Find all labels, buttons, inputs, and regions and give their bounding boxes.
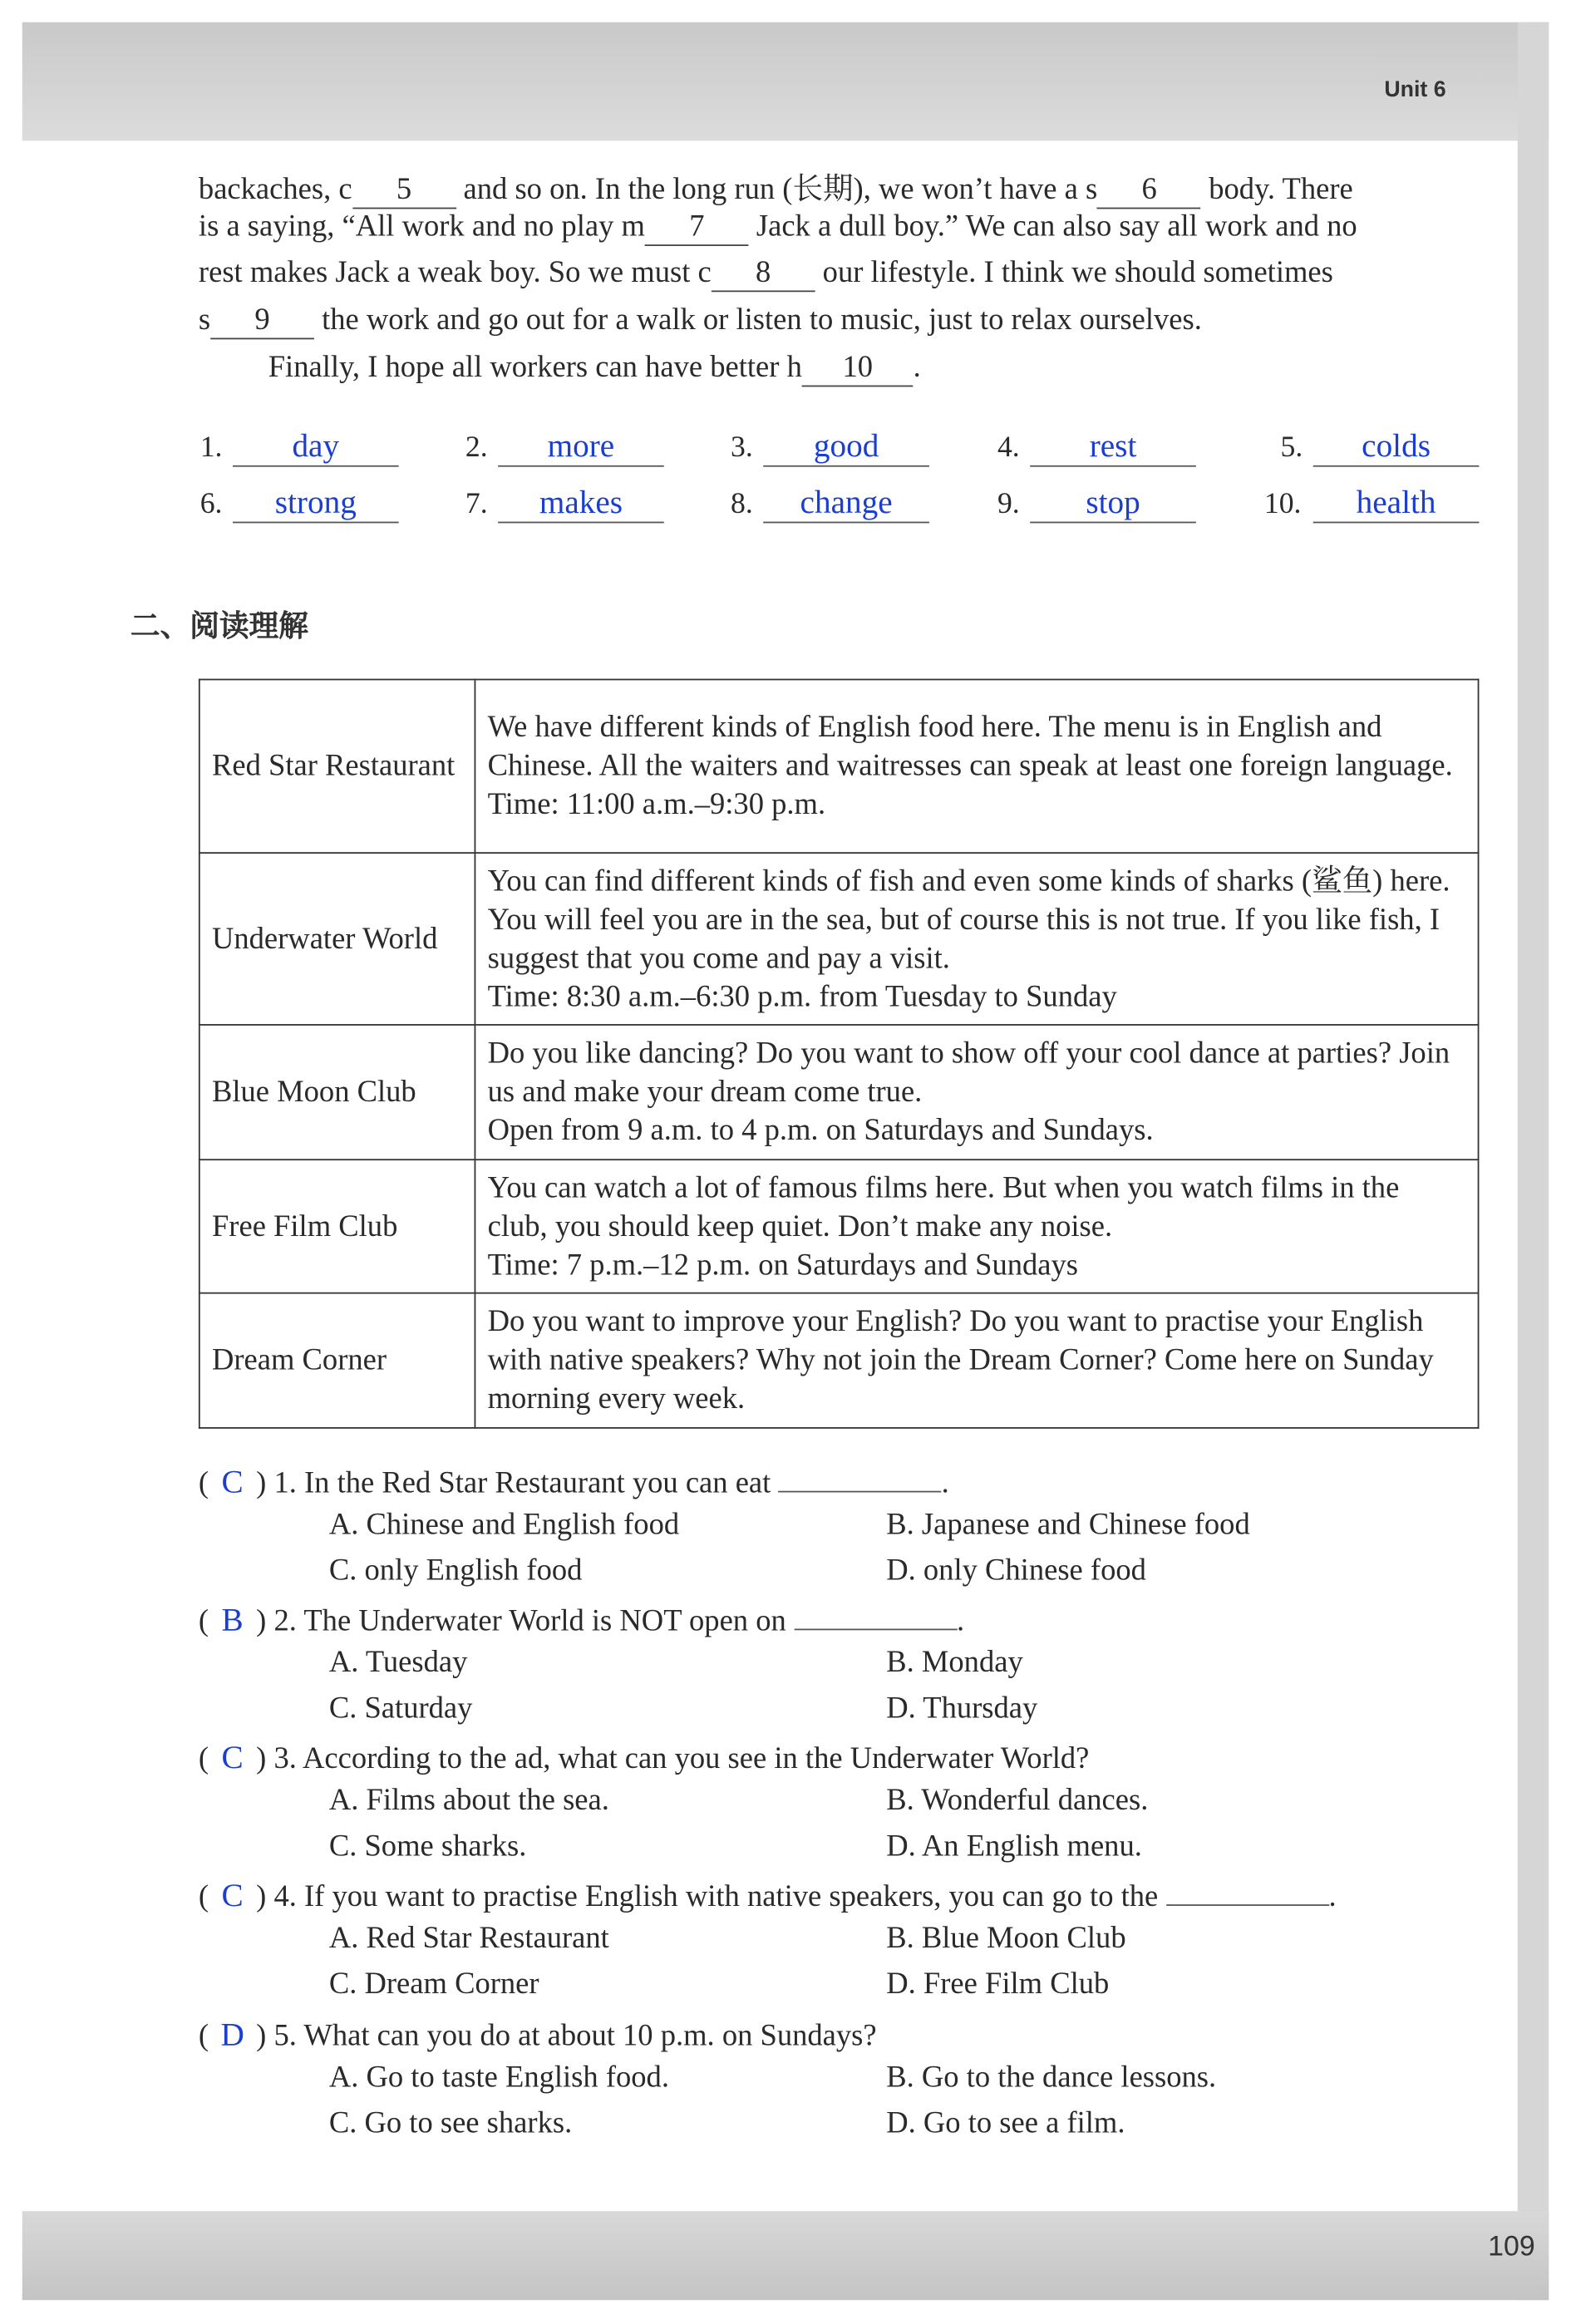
option-c: C. Dream Corner: [328, 1967, 539, 2001]
option-d: D. Go to see a film.: [886, 2107, 1125, 2140]
answer-mark: B: [221, 1600, 244, 1638]
option-b: B. Japanese and Chinese food: [886, 1509, 1250, 1542]
answer-10: 10. health: [1264, 483, 1480, 523]
answer-mark: C: [221, 1876, 244, 1913]
answer-3: 3. good: [731, 427, 929, 467]
option-c: C. only English food: [328, 1554, 583, 1588]
option-d: D. Thursday: [886, 1692, 1038, 1726]
answer-8: 8. change: [731, 483, 929, 523]
question-2: ( B ) 2. The Underwater World is NOT open on .: [198, 1600, 965, 1638]
answer-6: 6. strong: [200, 483, 399, 523]
table-row: Underwater World You can find different kinds of fish and even some kinds of sharks (鲨鱼) here. You will feel you are in the sea, but of course this is not true. If you like fish, I suggest that you come and pay a visit. Time: 8:30 a.m.–6:30 p.m. from Tuesday to Sunday: [199, 853, 1479, 1025]
option-d: D. Free Film Club: [886, 1967, 1110, 2001]
table-row: Red Star Restaurant We have different kinds of English food here. The menu is in English and Chinese. All the waiters and waitresses can speak at least one foreign language. Time: 11:00 a.m.–9:30 p.m.: [199, 680, 1479, 854]
option-a: A. Red Star Restaurant: [328, 1922, 609, 1955]
unit-label: Unit 6: [1384, 76, 1446, 103]
section-title: 二、阅读理解: [130, 608, 308, 643]
blank-9: 9: [210, 304, 314, 339]
answer-blank: [1165, 1904, 1328, 1906]
answer-5: 5. colds: [1281, 427, 1480, 467]
answer-2: 2. more: [465, 427, 664, 467]
passage-line: Finally, I hope all workers can have better h 10 .: [268, 352, 921, 387]
passage-line: backaches, c 5 and so on. In the long run (长期), we won’t have a s 6 body. There: [199, 163, 1353, 208]
answer-4: 4. rest: [997, 427, 1196, 467]
option-d: D. An English menu.: [886, 1830, 1142, 1864]
option-b: B. Blue Moon Club: [886, 1922, 1126, 1955]
blank-5: 5: [352, 174, 456, 209]
top-scan-band: [22, 22, 1549, 141]
answer-7: 7. makes: [465, 483, 664, 523]
blank-10: 10: [802, 352, 914, 387]
answer-1: 1. day: [200, 427, 399, 467]
option-a: A. Go to taste English food.: [328, 2061, 669, 2095]
option-a: A. Chinese and English food: [328, 1509, 680, 1542]
question-1: ( C ) 1. In the Red Star Restaurant you can eat .: [198, 1462, 949, 1500]
passage-line: is a saying, “All work and no play m 7 Jack a dull boy.” We can also say all work and no: [199, 210, 1357, 245]
answer-blank: [778, 1491, 941, 1493]
page-number: 109: [1488, 2232, 1535, 2263]
option-c: C. Saturday: [328, 1692, 473, 1726]
option-c: C. Some sharks.: [328, 1830, 527, 1864]
passage-line: s 9 the work and go out for a walk or listen to music, just to relax ourselves.: [199, 304, 1202, 339]
answer-mark: C: [221, 1462, 244, 1500]
question-3: ( C ) 3. According to the ad, what can you see in the Underwater World?: [198, 1738, 1090, 1776]
option-a: A. Tuesday: [328, 1646, 468, 1680]
blank-6: 6: [1097, 174, 1201, 209]
option-d: D. only Chinese food: [886, 1554, 1146, 1588]
table-row: Dream Corner Do you want to improve your English? Do you want to practise your English with native speakers? Why not join the Dream Corner? Come here on Sunday morning every week.: [199, 1293, 1479, 1428]
answer-blank: [794, 1629, 957, 1631]
option-b: B. Wonderful dances.: [886, 1784, 1149, 1817]
question-4: ( C ) 4. If you want to practise English with native speakers, you can go to the .: [198, 1876, 1337, 1913]
ads-table: [199, 679, 1480, 1429]
option-b: B. Go to the dance lessons.: [886, 2061, 1217, 2095]
bottom-scan-band: [22, 2211, 1549, 2300]
answer-mark: D: [220, 2015, 244, 2053]
table-row: Blue Moon Club Do you like dancing? Do you want to show off your cool dance at parties? Join us and make your dream come true. Open from 9 a.m. to 4 p.m. on Saturdays and Sundays.: [199, 1025, 1479, 1160]
blank-7: 7: [645, 210, 749, 245]
answer-mark: C: [221, 1738, 244, 1776]
answer-9: 9. stop: [997, 483, 1196, 523]
option-b: B. Monday: [886, 1646, 1023, 1680]
question-5: ( D ) 5. What can you do at about 10 p.m. on Sundays?: [198, 2015, 877, 2053]
option-a: A. Films about the sea.: [328, 1784, 609, 1817]
passage-line: rest makes Jack a weak boy. So we must c 8 our lifestyle. I think we should sometimes: [199, 256, 1333, 291]
blank-8: 8: [712, 256, 815, 291]
option-c: C. Go to see sharks.: [328, 2107, 573, 2140]
right-scan-edge: [1518, 22, 1549, 2300]
table-row: Free Film Club You can watch a lot of famous films here. But when you watch films in the club, you should keep quiet. Don’t make any noise. Time: 7 p.m.–12 p.m. on Saturdays and Sundays: [199, 1160, 1479, 1292]
